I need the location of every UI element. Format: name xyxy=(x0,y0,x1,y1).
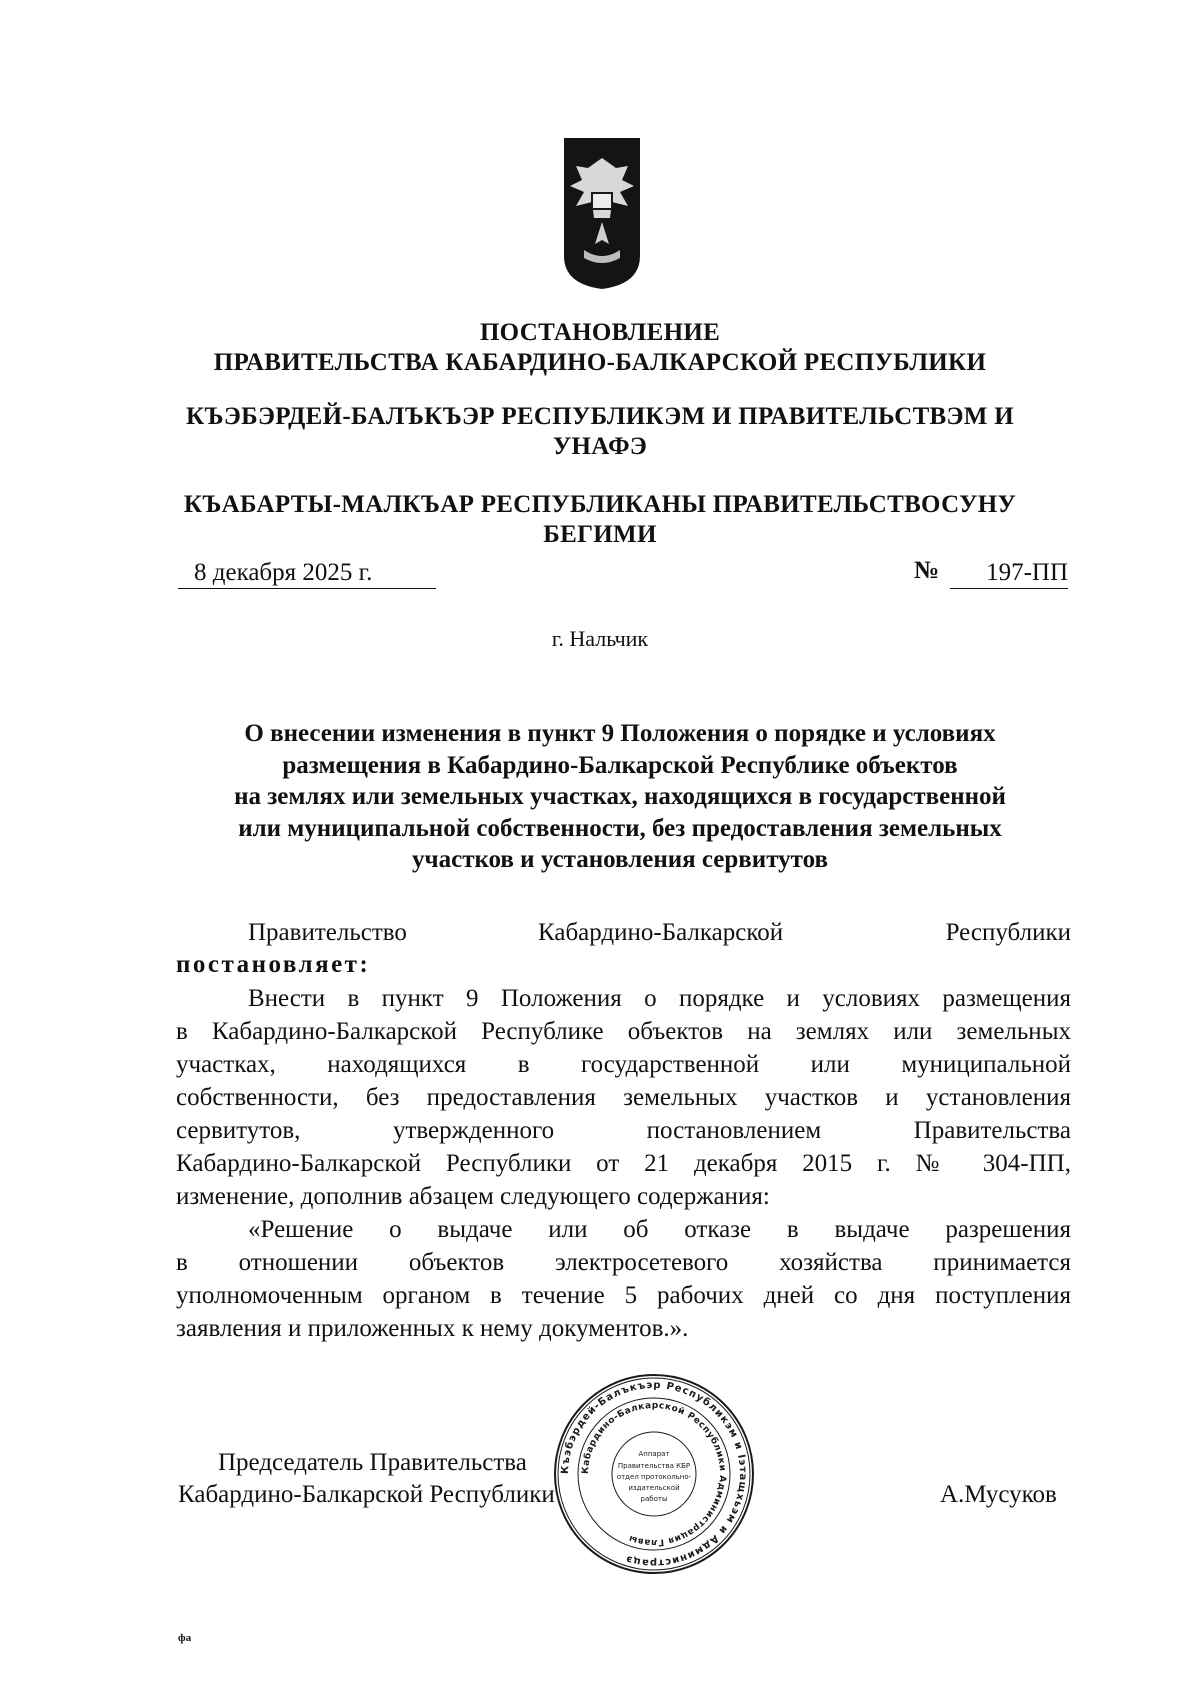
body-line: в отношении объектов электросетевого хозяйства принимается xyxy=(176,1249,1071,1276)
official-round-seal-icon xyxy=(552,1372,756,1576)
title-line: О внесении изменения в пункт 9 Положения о порядке и условиях xyxy=(244,720,996,747)
body-line: уполномоченным органом в течение 5 рабочих дней со дня поступления xyxy=(176,1282,1071,1309)
body-line: участках, находящихся в государственной или муниципальной xyxy=(176,1051,1071,1078)
seal-center-line: Правительства КБР xyxy=(617,1462,691,1470)
seal-center-line: работы xyxy=(640,1495,668,1503)
footer-mark: фа xyxy=(178,1632,192,1644)
preamble-word: Кабардино-Балкарской xyxy=(538,919,784,946)
seal-center-line: Аппарат xyxy=(638,1450,670,1458)
document-date: 8 декабря 2025 г. xyxy=(178,558,436,589)
signatory-position-line2: Кабардино-Балкарской Республики xyxy=(178,1481,555,1508)
body-line: изменение, дополнив абзацем следующего содержания: xyxy=(176,1183,770,1210)
title-line: или муниципальной собственности, без предоставления земельных xyxy=(238,814,1002,842)
kbr-coat-of-arms-icon xyxy=(562,136,642,291)
city-line: г. Нальчик xyxy=(551,626,649,651)
seal-center-line: издательской xyxy=(628,1484,680,1492)
seal-middle-text: Кабардино-Балкарской Республики Администрация Главы xyxy=(580,1400,728,1548)
signatory-position-line1: Председатель Правительства xyxy=(218,1449,527,1476)
document-number: 197-ПП xyxy=(950,558,1068,589)
title-line: размещения в Кабардино-Балкарской Республике объектов xyxy=(282,751,958,779)
balkar-heading-line1: КЪАБАРТЫ-МАЛКЪАР РЕСПУБЛИКАНЫ ПРАВИТЕЛЬСТВОСУНУ xyxy=(183,491,1017,518)
body-line: в Кабардино-Балкарской Республике объектов на землях или земельных xyxy=(176,1018,1071,1045)
body-line: сервитутов, утвержденного постановлением Правительства xyxy=(176,1117,1071,1144)
kabardian-heading-line2: УНАФЭ xyxy=(552,433,648,460)
balkar-heading-line2: БЕГИМИ xyxy=(543,521,657,548)
body-line: Внести в пункт 9 Положения о порядке и условиях размещения xyxy=(248,985,1071,1012)
document-title xyxy=(170,718,1070,876)
preamble-word: Правительство xyxy=(248,919,407,946)
preamble-line xyxy=(176,918,1071,948)
body-line: «Решение о выдаче или об отказе в выдаче разрешения xyxy=(248,1216,1071,1243)
seal-outer-text: Къэбэрдей-Балъкъэр Республикэм и Іэтащхьэм и Администрацэ xyxy=(559,1379,749,1569)
number-sign: № xyxy=(914,557,940,584)
body-line: Кабардино-Балкарской Республики от 21 декабря 2015 г. № 304-ПП, xyxy=(176,1150,1071,1177)
issuer-heading: ПРАВИТЕЛЬСТВА КАБАРДИНО-БАЛКАРСКОЙ РЕСПУБЛИКИ xyxy=(213,349,987,376)
title-line: участков и установления сервитутов xyxy=(412,846,828,873)
seal-center-line: отдел протокольно- xyxy=(616,1473,692,1481)
doc-type-heading: ПОСТАНОВЛЕНИЕ xyxy=(479,319,721,346)
kabardian-heading-line1: КЪЭБЭРДЕЙ-БАЛЪКЪЭР РЕСПУБЛИКЭМ И ПРАВИТЕЛЬСТВЭМ И xyxy=(186,403,1014,430)
decides-line xyxy=(176,950,1071,980)
preamble-word: Республики xyxy=(945,919,1071,946)
body-line: собственности, без предоставления земельных участков и установления xyxy=(176,1084,1071,1111)
body-line: заявления и приложенных к нему документов.». xyxy=(176,1315,689,1342)
decides-word: постановляет: xyxy=(176,951,371,978)
signatory-name: А.Мусуков xyxy=(940,1481,1057,1508)
title-line: на землях или земельных участках, находящихся в государственной xyxy=(234,783,1006,810)
